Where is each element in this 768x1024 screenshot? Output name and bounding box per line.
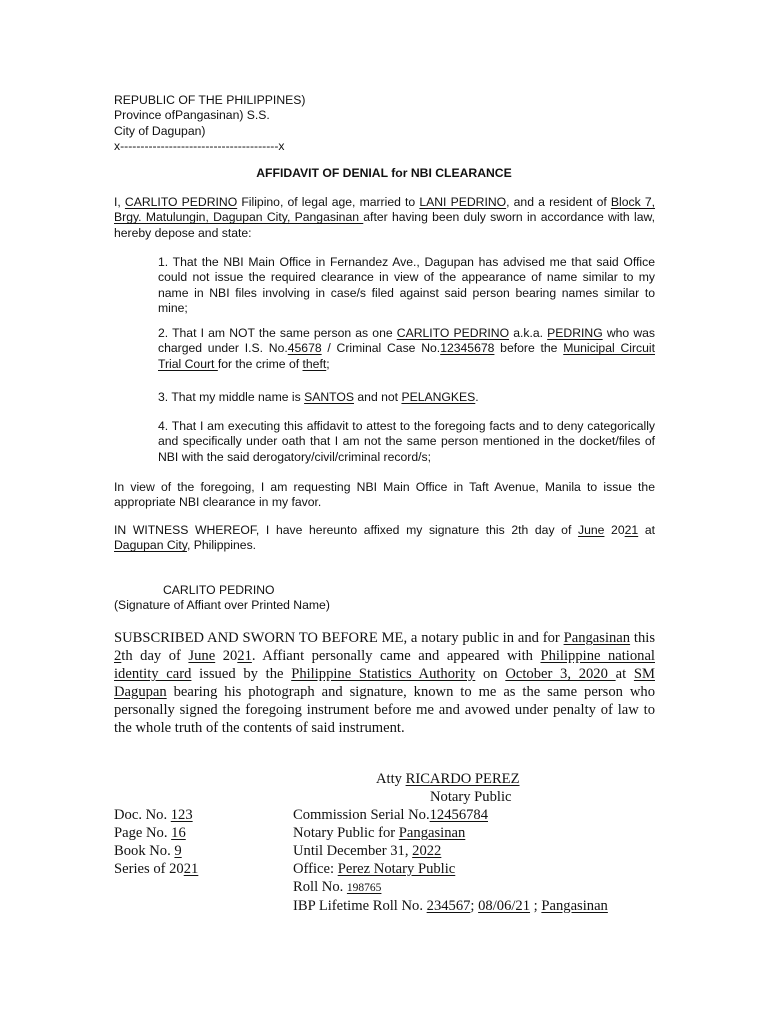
witness-text: IN WITNESS WHEREOF, I have hereunto affixed my signature this 2th day of [114,523,578,537]
ibp-label: IBP Lifetime Roll No. [293,897,427,914]
page-number-line [114,825,198,843]
jurat-text: . Affiant personally came and appeared with [251,647,541,664]
jurat-paragraph [114,630,655,737]
office-line [293,861,608,879]
commission-line [293,807,608,825]
office-name: Perez Notary Public [337,860,456,877]
notary-prefix: Atty [376,771,406,787]
jurat-day: 2 [114,647,122,664]
court-name: Municipal Circuit Trial Court [158,341,655,371]
notary-for-place: Pangasinan [398,824,466,841]
book-number-line [114,843,198,861]
ibp-date: 08/06/21 [478,897,531,914]
p2-text: / Criminal Case No. [321,341,441,356]
intro-text: Filipino, of legal age, married to [237,195,420,209]
notary-for-line [293,825,608,843]
series-label: Series of 20 [114,860,184,877]
notary-name: RICARDO PEREZ [405,771,520,787]
witness-text: at [638,523,655,537]
notary-title: Notary Public [430,789,512,805]
intro-text: I, [114,195,125,209]
case-number: 12345678 [440,341,495,356]
middle-name: SANTOS [304,390,354,404]
jurat-text: SUBSCRIBED AND SWORN TO BEFORE ME, a notary public in and for [114,630,564,646]
jurat-year: 21 [237,647,252,664]
in-view-paragraph: In view of the foregoing, I am requesting NBI Main Office in Taft Avenue, Manila to issue the appropriate NBI clearance in my favor. [114,480,655,510]
venue-province: Province ofPangasinan) S.S. [114,108,270,123]
jurat-text: bearing his photograph and signature, known to me as the same person who personally signed the foregoing instrument before me and avowed under penalty of law to the whole truth of the contents of said instrument. [114,683,655,736]
venue-city: City of Dagupan) [114,123,206,138]
roll-number: 198765 [346,881,382,894]
signature-caption: (Signature of Affiant over Printed Name) [114,598,330,612]
jurat-issue-date: October 3, 2020 [505,665,616,682]
p2-text: 2. That I am NOT the same person as one [158,326,397,340]
series-year: 21 [183,860,199,877]
notary-for-label: Notary Public for [293,824,399,841]
series-line [114,861,198,879]
commission-label: Commission Serial No. [293,807,430,823]
page-label: Page No. [114,824,172,841]
witness-month: June [577,523,605,537]
jurat-text: 20 [215,647,238,664]
docket-block [114,807,198,879]
roll-label: Roll No. [293,878,347,895]
venue-block [114,93,305,155]
paragraph-4: 4. That I am executing this affidavit to attest to the foregoing facts and to deny categorically and specifically under oath that I am not the same person mentioned in the docket/files of NBI with the said derogatory/civil/criminal record/s; [158,419,655,464]
p2-text: ; [326,356,330,371]
paragraph-3 [158,390,655,405]
book-label: Book No. [114,842,175,859]
jurat-issue-place: SM Dagupan [114,665,655,700]
commission-number: 12456784 [429,807,488,823]
ibp-separator: ; [470,897,479,914]
jurat-month: June [188,647,216,664]
witness-paragraph [114,523,655,554]
accused-name: CARLITO PEDRINO [396,326,510,340]
document-title: AFFIDAVIT OF DENIAL for NBI CLEARANCE [256,166,512,180]
witness-year: 21 [624,523,639,537]
doc-label: Doc. No. [114,807,171,823]
jurat-text: on [475,665,506,682]
p2-text: who was charged under I.S. No. [158,326,655,356]
notary-name-line [376,771,520,789]
jurat-text: this [630,630,655,646]
venue-country: REPUBLIC OF THE PHILIPPINES) [114,93,306,107]
wrong-middle-name: PELANGKES [401,390,476,404]
witness-text: , Philippines. [186,538,257,553]
jurat-text: issued by the [191,665,292,682]
paragraph-1: 1. That the NBI Main Office in Fernandez Ave., Dagupan has advised me that said Office could not issue the required clearance in view of the appearance of name similar to my name in NBI files involving in case/s filed against said person bearing names similar to mine; [158,255,655,316]
crime-name: theft [302,356,327,371]
doc-number-line [114,807,198,825]
affiant-signature-name: CARLITO PEDRINO [163,583,275,597]
intro-text: , and a resident of [506,195,611,209]
jurat-issuer: Philippine Statistics Authority [291,665,476,682]
book-number: 9 [174,842,182,859]
p2-text: for the crime of [217,356,303,371]
until-year: 2022 [412,842,442,859]
p2-text: a.k.a. [509,326,548,340]
p3-text: . [475,390,479,404]
accused-alias: PEDRING [547,326,603,340]
ibp-number: 234567 [426,897,471,914]
jurat-text: th day of [121,647,189,664]
intro-paragraph [114,195,655,241]
affiant-address: Block 7, Brgy. Matulungin, Dagupan City, Pangasinan [114,195,656,225]
venue-separator: x---------------------------------------x [114,139,285,154]
paragraph-2 [158,326,655,372]
affiant-name: CARLITO PEDRINO [124,195,238,209]
intro-text: after having been duly sworn in accordance with law, hereby depose and state: [114,210,655,240]
witness-text: 20 [604,523,625,537]
doc-number: 123 [170,807,193,823]
ibp-line [293,898,608,916]
jurat-text: at [615,665,634,682]
roll-line [293,879,608,898]
jurat-province: Pangasinan [563,630,631,646]
spouse-name: LANI PEDRINO [419,195,507,209]
office-label: Office: [293,860,338,877]
page-number: 16 [171,824,186,841]
until-label: Until December 31, [293,842,413,859]
p3-text: 3. That my middle name is [158,390,305,404]
p3-text: and not [354,390,402,404]
is-number: 45678 [287,341,322,356]
witness-place: Dagupan City [114,538,187,553]
p2-text: before the [494,341,564,356]
ibp-place: Pangasinan [541,897,608,914]
notary-details-block [293,807,608,915]
jurat-id-type: Philippine national identity card [114,647,655,682]
ibp-separator: ; [530,897,542,914]
until-line [293,843,608,861]
